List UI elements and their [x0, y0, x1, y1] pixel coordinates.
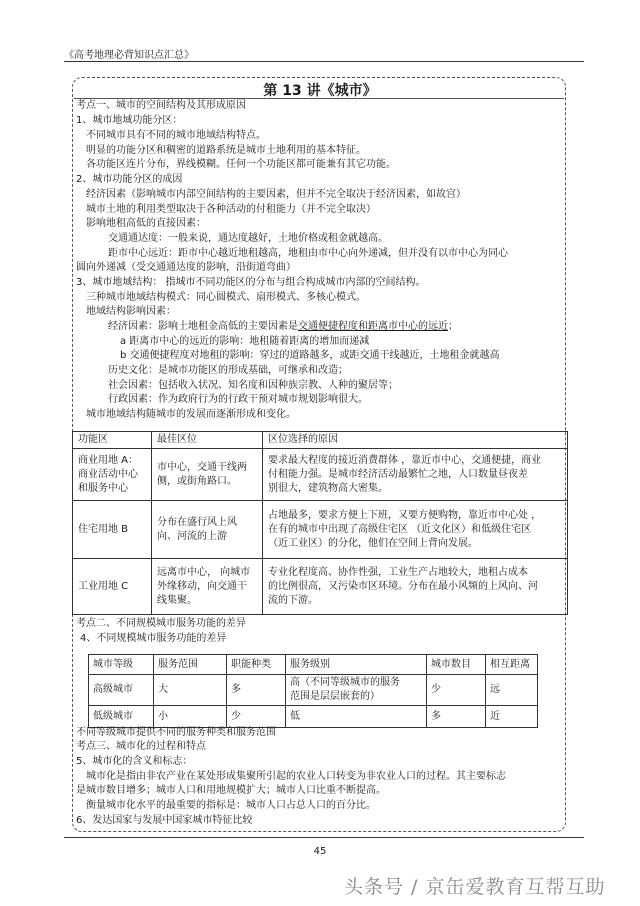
- table-row: [73, 501, 568, 559]
- heading-5: 5、城市化的含义和标志：: [76, 756, 193, 767]
- table-cell: 小: [154, 706, 227, 728]
- text-part: ；: [448, 321, 458, 332]
- text-line: 历史文化：是城市功能区的形成基础，可继承和改造；: [108, 365, 348, 376]
- function-zone-table: [72, 431, 568, 615]
- table-header-row: [73, 432, 568, 449]
- table-header-cell: 功能区: [73, 432, 152, 449]
- cell-line: 范围是层层嵌套的）: [290, 691, 380, 702]
- cell-line: 侧，或街角路口。: [157, 475, 237, 487]
- text-line: 衡量城市化水平的最重要的指标是：城市人口占总人口的百分比。: [86, 800, 376, 811]
- page-number: 45: [313, 846, 327, 857]
- table-header-cell: 相互距离: [486, 655, 538, 675]
- text-line: 交通通达度：一般来说，通达度越好，土地价格或租金就越高。: [108, 233, 388, 244]
- table-header-cell: 城市数目: [427, 655, 486, 675]
- watermark-text: 头条号 / 京缶爱教育互帮互助: [344, 876, 606, 898]
- footer-rule: [64, 837, 584, 838]
- text-line: 城市化是指由非农产业在某处形成集聚所引起的农业人口转变为非农业人口的过程。其主要标志: [86, 771, 506, 782]
- cell-line: 远离市中心， 向城市: [157, 566, 251, 578]
- table-cell: [73, 449, 152, 501]
- table-header-cell: 服务范围: [154, 655, 227, 675]
- text-line: 行政因素：作为政府行为的行政干预对城市规划影响很大。: [108, 394, 368, 405]
- cell-line: 专业化程度高、协作性强，工业生产占地较大，地租占成本: [268, 566, 528, 578]
- heading-2: 2、城市功能分区的成因: [76, 174, 183, 185]
- heading-3: 3、城市地域结构： 指城市不同功能区的分布与组合构成城市内部的空间结构。: [76, 277, 426, 288]
- cell-line: 工业用地 C: [78, 580, 129, 592]
- cell-line: 别很大，建筑物高大密集。: [268, 482, 388, 494]
- table-cell: [263, 501, 568, 559]
- text-line: 距市中心远近：距市中心越近地租越高，地租由市中心向外递减，但并没有以市中心为同心: [108, 248, 508, 259]
- cell-line: 市中心，交通干线两: [157, 461, 247, 473]
- table-cell: [263, 559, 568, 615]
- table-header-cell: 城市等级: [89, 655, 154, 675]
- table-cell: 少: [227, 706, 286, 728]
- text-line: 各功能区连片分布，界线模糊。任何一个功能区都可能兼有其它功能。: [86, 159, 396, 170]
- cell-line: 商业用地 A：: [78, 454, 139, 466]
- cell-line: 在有的城市中出现了高级住宅区 （近文化区）和低级住宅区: [268, 523, 532, 535]
- heading-4: 4、不同规模城市服务功能的差异: [80, 633, 227, 644]
- text-line: 不同等级城市提供不同的服务种类和服务范围: [76, 727, 276, 738]
- table-row: [89, 706, 538, 728]
- cell-line: 和服务中心: [78, 482, 128, 494]
- table-cell: 远: [486, 675, 538, 706]
- kp1-heading: 考点一、城市的空间结构及其形成原因: [76, 100, 246, 111]
- table-header-cell: 区位选择的原因: [263, 432, 568, 449]
- text-line: 地域结构影响因素：: [86, 306, 176, 317]
- page-title: 第 13 讲《城市》: [263, 83, 377, 99]
- table-cell: 多: [227, 675, 286, 706]
- table-cell: [286, 675, 427, 706]
- text-line: 圆向外递减（受交通通达度的影响，沿街道弯曲）: [76, 262, 296, 273]
- text-line: 明显的功能分区和稠密的道路系统是城市土地利用的基本特征。: [86, 145, 366, 156]
- title-rule: [74, 98, 564, 99]
- table-header-cell: 最佳区位: [152, 432, 263, 449]
- text-line: 影响地租高低的直接因素：: [86, 218, 206, 229]
- cell-line: 高（不同等级城市的服务: [290, 677, 400, 688]
- table-cell: 高级城市: [89, 675, 154, 706]
- table-cell: 多: [427, 706, 486, 728]
- table-cell: 低级城市: [89, 706, 154, 728]
- text-line: 城市土地的利用类型取决于各种活动的付租能力（并不完全取决）: [86, 204, 376, 215]
- header-rule: [64, 61, 584, 62]
- city-level-table: [88, 654, 538, 728]
- table-header-row: [89, 655, 538, 675]
- cell-line: 外缘移动，向交通干: [157, 580, 247, 592]
- cell-line: 的比例很高，又污染市区环境。分布在最小风频的上风向、河: [268, 580, 538, 592]
- cell-line: 商业活动中心: [78, 468, 138, 480]
- table-cell: [152, 559, 263, 615]
- cell-line: 流的下游。: [268, 594, 318, 606]
- heading-6: 6、发达国家与发展中国家城市特征比较: [76, 815, 253, 826]
- table-header-cell: 服务级别: [286, 655, 427, 675]
- text-line: 社会因素：包括收入状况、知名度和因种族宗教、人种的聚居等；: [108, 380, 398, 391]
- text-line: 三种城市地域结构模式：同心圆模式、扇形模式、多核心模式。: [86, 292, 366, 303]
- underlined-text: 交通便捷程度和距离市中心的远近: [298, 321, 448, 332]
- table-row: [73, 449, 568, 501]
- table-cell: [152, 501, 263, 559]
- table-cell: 低: [286, 706, 427, 728]
- cell-line: 住宅用地 B: [78, 523, 129, 535]
- text-line: [108, 321, 458, 333]
- cell-line: 要求最大程度的接近消费群体 ，靠近市中心，交通便捷，商业: [268, 454, 542, 466]
- table-cell: [263, 449, 568, 501]
- text-line: 是城市数目增多；城市人口和用地规模扩大；城市人口比重不断提高。: [76, 785, 386, 796]
- table-cell: 近: [486, 706, 538, 728]
- heading-1: 1、城市地域功能分区：: [76, 115, 183, 126]
- table-row: [73, 559, 568, 615]
- table-cell: 少: [427, 675, 486, 706]
- kp3-heading: 考点三、城市化的过程和特点: [76, 741, 206, 752]
- table-cell: [73, 501, 152, 559]
- text-part: 经济因素：影响土地租金高低的主要因素是: [108, 321, 298, 332]
- table-cell: 大: [154, 675, 227, 706]
- text-line: a 距离市中心的远近的影响：地租随着距离的增加而递减: [120, 336, 370, 347]
- text-line: 经济因素（影响城市内部空间结构的主要因素，但并不完全取决于经济因素，如故宫）: [86, 189, 466, 200]
- cell-line: 占地最多，要求方便上下班，又要方便购物，靠近市中心处 ，: [268, 509, 542, 521]
- kp2-heading: 考点二、不同规模城市服务功能的差异: [76, 618, 246, 629]
- text-line: b 交通便捷程度对地租的影响：穿过的道路越多，或距交通干线越近，土地租金就越高: [120, 350, 500, 361]
- cell-line: 分布在盛行风上风: [157, 516, 237, 528]
- cell-line: 线集聚。: [157, 594, 197, 606]
- cell-line: 付租能力强。是城市经济活动最繁忙之地，人口数量昼夜差: [268, 468, 528, 480]
- table-row: [89, 675, 538, 706]
- cell-line: 向、河流的上游: [157, 530, 227, 542]
- table-cell: [73, 559, 152, 615]
- document-header: 《高考地理必背知识点汇总》: [64, 50, 194, 61]
- text-line: 城市地域结构随城市的发展而逐渐形成和变化。: [86, 409, 296, 420]
- text-line: 不同城市具有不同的城市地域结构特点。: [86, 130, 266, 141]
- table-cell: [152, 449, 263, 501]
- cell-line: （近工业区）的分化，他们在空间上背向发展。: [268, 537, 478, 549]
- table-header-cell: 职能种类: [227, 655, 286, 675]
